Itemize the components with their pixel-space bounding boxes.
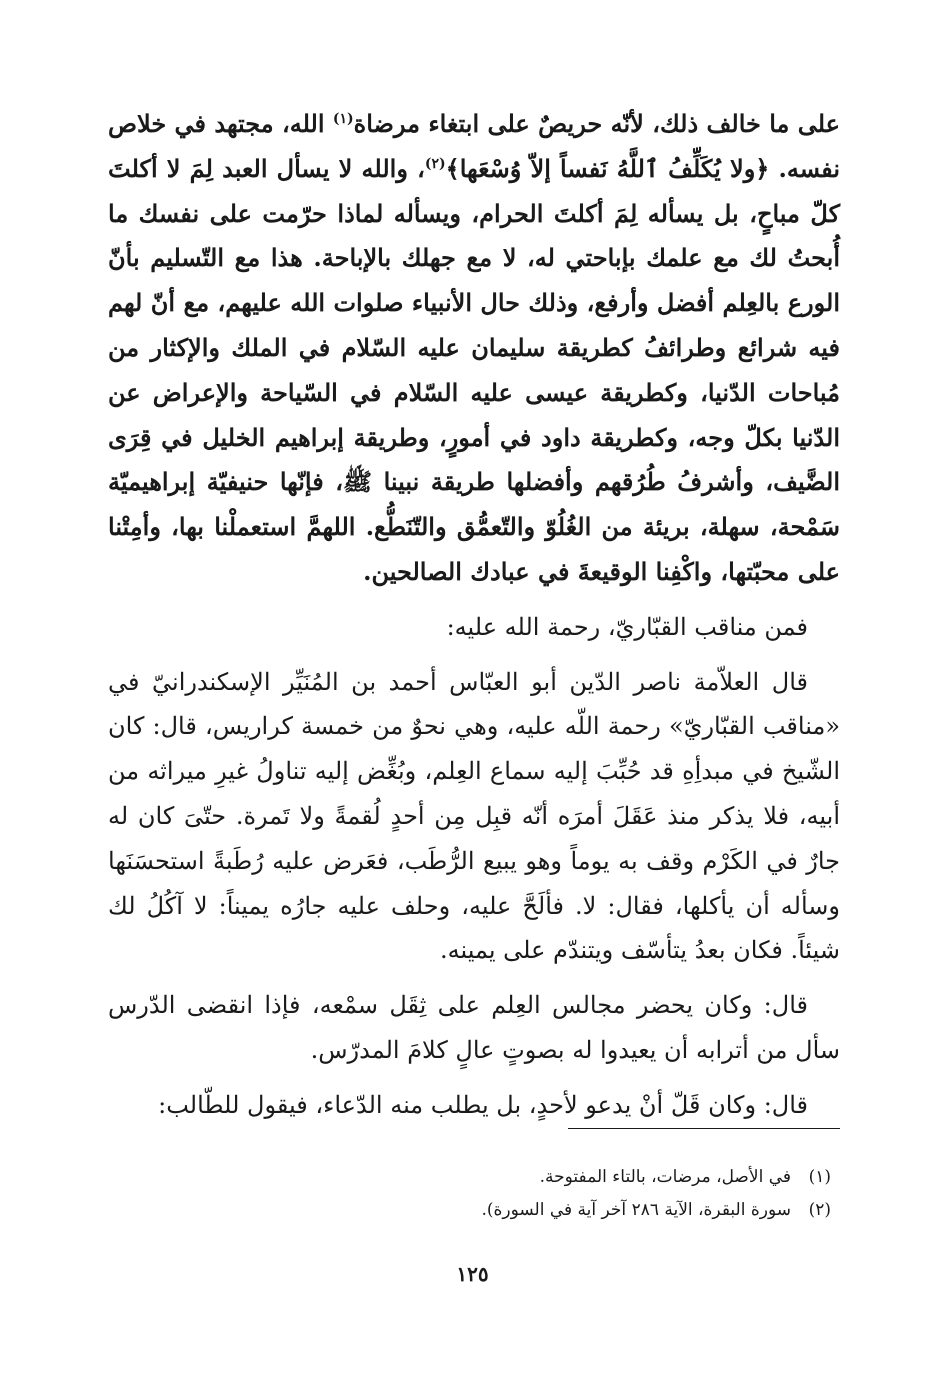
paragraph-1-part-2: الله، مجتهد في خلاص نفسه. — [108, 109, 841, 183]
footnote-ref-2: (٢) — [424, 155, 446, 172]
paragraph-2: فمن مناقب القبّاريّ، رحمة الله عليه: — [446, 612, 808, 641]
footnote-2 — [231, 1194, 831, 1227]
paragraph-5: قال: وكان قَلّ أنْ يدعو لأحدٍ، بل يطلب منه الدّعاء، فيقول للطّالب: — [158, 1090, 808, 1119]
footnote-2-number: (٢) — [808, 1200, 831, 1220]
footnotes — [231, 1161, 831, 1227]
page-body — [108, 102, 840, 1128]
footnote-1-text: في الأصل، مرضات، بالتاء المفتوحة. — [539, 1167, 791, 1187]
footnote-divider — [568, 1128, 840, 1129]
footnote-2-text: سورة البقرة، الآية ٢٨٦ آخر آية في السورة). — [481, 1200, 791, 1220]
paragraph-4: قال: وكان يحضر مجالس العِلم على ثِقَل سمْعه، فإذا انقضى الدّرس سأل من أترابه أن يعيدوا له بصوتٍ عالٍ كلامَ المدرّس. — [108, 991, 840, 1064]
paragraph-3: قال العلاّمة ناصر الدّين أبو العبّاس أحمد بن المُنَيِّر الإسكندرانيّ في «مناقب القبّاريّ» رحمة اللّه عليه، وهي نحوٌ من خمسة كراريس، قال: كان الشّيخ في مبدأِهِ قد حُبِّبَ إليه سماع العِلم، وبُغِّض إليه تناولُ غيرِ ميراثه من أبيه، فلا يذكر منذ عَقَلَ أمرَه أنّه قبِل مِن أحدٍ لُقمةً ولا تَمرة. حتّىَ كان له جارٌ في الكَرْم وقف به يوماً وهو يبيع الرُّطَب، فعَرض عليه رُطَبةً استحسَنَها وسأله أن يأكلها، فقال: لا. فألَحَّ عليه، وحلف عليه جارُه يميناً: لا آكُلُ لك شيئاً. فكان بعدُ يتأسّف ويتندّم على يمينه. — [108, 667, 840, 965]
page-number: ١٢٥ — [456, 1262, 489, 1286]
quran-verse: ﴿ولا يُكَلِّفُ ٱللَّهُ نَفساً إلاّ وُسْعَها﴾ — [445, 153, 770, 183]
footnote-ref-1: (١) — [332, 111, 354, 127]
paragraph-1 — [108, 102, 840, 595]
footnote-1 — [231, 1161, 831, 1194]
footnote-1-number: (١) — [808, 1167, 831, 1187]
paragraph-1-part-1: على ما خالف ذلك، لأنّه حريصٌ على ابتغاء مرضاة — [353, 109, 840, 138]
paragraph-1-part-3: ، والله لا يسأل العبد لِمَ لا أكلتَ كلّ مباحٍ، بل يسأله لِمَ أكلتَ الحرام، ويسأله لماذا حرّمت على نفسك ما أُبحتُ لك مع علمك بإباحتي له، لا مع جهلك بالإباحة. هذا مع التّسليم بأنّ الورع بالعِلم أفضل وأرفع، وذلك حال الأنبياء صلوات الله عليهم، مع أنّ لهم فيه شرائع وطرائفُ كطريقة سليمان عليه السّلام في الملك والإكثار من مُباحات الدّنيا، وكطريقة عيسى عليه السّلام في السّياحة والإعراض عن الدّنيا بكلّ وجه، وكطريقة داود في أمورٍ، وطريقة إبراهيم الخليل في قِرَى الضَّيف، وأشرفُ طُرُقهم وأفضلها طريقة نبينا ﷺ، فإنّها حنيفيّة إبراهيميّة سَمْحة، سهلة، بريئة من الغُلُوّ والتّعمُّق والتّنَطُّع. اللهمَّ استعملْنا بها، وأمِتْنا على محبّتها، واكْفِنا الوقيعةَ في عبادك الصالحين. — [108, 153, 840, 586]
